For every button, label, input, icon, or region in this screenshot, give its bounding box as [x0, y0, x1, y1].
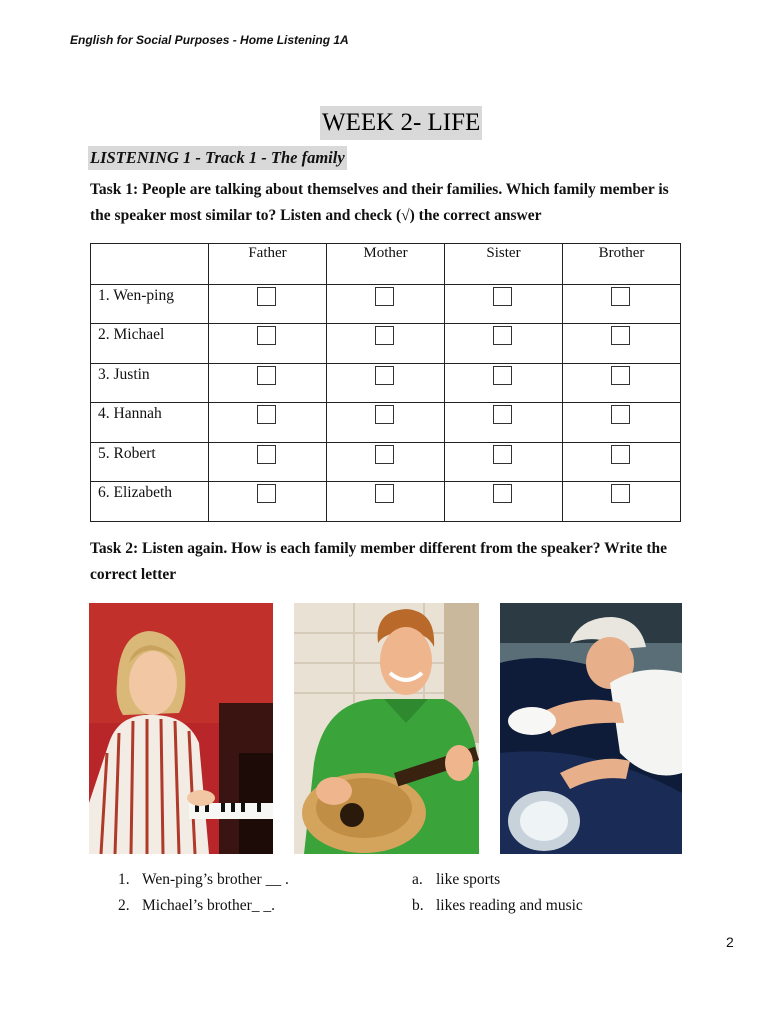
answer-item	[412, 893, 583, 919]
table-row	[91, 482, 681, 522]
photo-woman-piano	[89, 603, 273, 854]
table-row	[91, 363, 681, 403]
task2-text: : Listen again. How is each family member different from the speaker? Write the correct letter	[90, 540, 668, 583]
row-label: 1. Wen-ping	[91, 284, 209, 324]
answers-list	[412, 867, 583, 919]
question-item	[118, 867, 289, 893]
checkbox-cell	[563, 482, 681, 522]
table-row	[91, 442, 681, 482]
listening-heading: LISTENING 1 - Track 1 - The family	[88, 146, 347, 170]
document-header: English for Social Purposes - Home Listening 1A	[70, 33, 349, 47]
table-header-row	[91, 244, 681, 285]
checkbox-sister[interactable]	[493, 287, 512, 306]
checkbox-father[interactable]	[257, 326, 276, 345]
checkbox-cell	[209, 442, 327, 482]
table-row	[91, 403, 681, 443]
checkbox-cell	[563, 403, 681, 443]
checkbox-cell	[563, 284, 681, 324]
checkbox-brother[interactable]	[611, 484, 630, 503]
page-number: 2	[726, 934, 734, 950]
row-label: 3. Justin	[91, 363, 209, 403]
checkbox-cell	[209, 403, 327, 443]
task2-label: Task 2	[90, 540, 133, 557]
table-row	[91, 324, 681, 364]
questions-list	[118, 867, 289, 919]
answer-item-text: like sports	[436, 871, 501, 888]
checkbox-cell	[563, 324, 681, 364]
checkbox-sister[interactable]	[493, 326, 512, 345]
task2-instructions	[90, 536, 690, 588]
task1-label: Task 1	[90, 181, 133, 198]
checkbox-cell	[563, 442, 681, 482]
checkbox-father[interactable]	[257, 405, 276, 424]
question-item-text: Michael’s brother_ _.	[142, 897, 276, 914]
task1-instructions	[90, 177, 690, 229]
question-item	[118, 893, 289, 919]
question-item-number: 2.	[118, 897, 130, 914]
question-item-number: 1.	[118, 871, 130, 888]
row-label: 2. Michael	[91, 324, 209, 364]
checkbox-cell	[327, 324, 445, 364]
checkbox-father[interactable]	[257, 484, 276, 503]
checkbox-cell	[445, 324, 563, 364]
checkbox-mother[interactable]	[375, 405, 394, 424]
checkbox-father[interactable]	[257, 445, 276, 464]
answer-item-number: b.	[412, 897, 424, 914]
table-corner-cell	[91, 244, 209, 285]
checkbox-cell	[445, 403, 563, 443]
answer-item-number: a.	[412, 871, 423, 888]
checkbox-sister[interactable]	[493, 484, 512, 503]
checkbox-cell	[327, 403, 445, 443]
checkbox-sister[interactable]	[493, 405, 512, 424]
checkbox-father[interactable]	[257, 287, 276, 306]
checkbox-cell	[563, 363, 681, 403]
checkbox-cell	[209, 324, 327, 364]
checkbox-mother[interactable]	[375, 326, 394, 345]
answer-item	[412, 867, 583, 893]
answer-table	[90, 243, 681, 522]
checkbox-mother[interactable]	[375, 366, 394, 385]
checkbox-cell	[209, 363, 327, 403]
checkbox-brother[interactable]	[611, 445, 630, 464]
checkbox-brother[interactable]	[611, 366, 630, 385]
column-header-brother: Brother	[563, 244, 681, 285]
photo-man-washing-car	[500, 603, 682, 854]
checkbox-cell	[209, 284, 327, 324]
column-header-father: Father	[209, 244, 327, 285]
row-label: 6. Elizabeth	[91, 482, 209, 522]
checkbox-cell	[445, 442, 563, 482]
column-header-sister: Sister	[445, 244, 563, 285]
checkbox-mother[interactable]	[375, 445, 394, 464]
answer-item-text: likes reading and music	[436, 897, 583, 914]
task1-text: : People are talking about themselves and their families. Which family member is the speaker most similar to? Listen and check (√) the correct answer	[90, 181, 669, 224]
checkbox-sister[interactable]	[493, 366, 512, 385]
checkbox-brother[interactable]	[611, 405, 630, 424]
column-header-mother: Mother	[327, 244, 445, 285]
checkbox-cell	[327, 284, 445, 324]
checkbox-cell	[327, 363, 445, 403]
row-label: 4. Hannah	[91, 403, 209, 443]
row-label: 5. Robert	[91, 442, 209, 482]
checkbox-cell	[209, 482, 327, 522]
checkbox-sister[interactable]	[493, 445, 512, 464]
checkbox-cell	[445, 363, 563, 403]
checkbox-cell	[327, 482, 445, 522]
checkbox-mother[interactable]	[375, 484, 394, 503]
checkbox-cell	[445, 284, 563, 324]
checkbox-cell	[445, 482, 563, 522]
checkbox-father[interactable]	[257, 366, 276, 385]
question-item-text: Wen-ping’s brother __ .	[142, 871, 289, 888]
page-title: WEEK 2- LIFE	[320, 106, 482, 140]
checkbox-mother[interactable]	[375, 287, 394, 306]
photo-man-guitar	[294, 603, 479, 854]
checkbox-cell	[327, 442, 445, 482]
table-row	[91, 284, 681, 324]
checkbox-brother[interactable]	[611, 287, 630, 306]
checkbox-brother[interactable]	[611, 326, 630, 345]
